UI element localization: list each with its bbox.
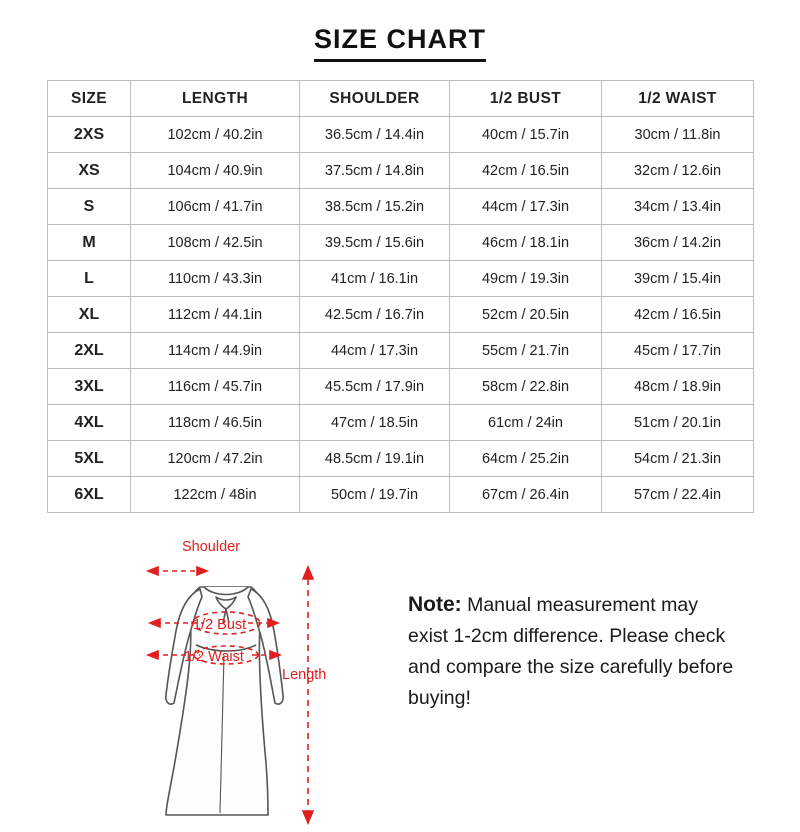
cell-shoulder: 36.5cm / 14.4in — [300, 117, 450, 153]
table-row — [48, 405, 754, 441]
label-bust: 1/2 Bust — [193, 617, 247, 633]
column-header-size: SIZE — [48, 81, 131, 117]
column-header-length: LENGTH — [131, 81, 300, 117]
table-row — [48, 441, 754, 477]
cell-bust: 58cm / 22.8in — [450, 369, 602, 405]
label-length: Length — [282, 667, 327, 683]
table-row — [48, 225, 754, 261]
cell-size: 4XL — [48, 405, 131, 441]
measurement-diagram — [96, 527, 396, 827]
table-row — [48, 117, 754, 153]
cell-shoulder: 42.5cm / 16.7in — [300, 297, 450, 333]
cell-bust: 67cm / 26.4in — [450, 477, 602, 513]
cell-size: XL — [48, 297, 131, 333]
cell-shoulder: 50cm / 19.7in — [300, 477, 450, 513]
cell-length: 110cm / 43.3in — [131, 261, 300, 297]
cell-length: 114cm / 44.9in — [131, 333, 300, 369]
column-header-shoulder: SHOULDER — [300, 81, 450, 117]
cell-waist: 42cm / 16.5in — [602, 297, 754, 333]
cell-size: XS — [48, 153, 131, 189]
cell-length: 112cm / 44.1in — [131, 297, 300, 333]
label-waist: 1/2 Waist — [184, 649, 244, 665]
cell-waist: 48cm / 18.9in — [602, 369, 754, 405]
cell-shoulder: 45.5cm / 17.9in — [300, 369, 450, 405]
cell-length: 116cm / 45.7in — [131, 369, 300, 405]
cell-bust: 52cm / 20.5in — [450, 297, 602, 333]
label-shoulder: Shoulder — [182, 539, 241, 555]
column-header-waist: 1/2 WAIST — [602, 81, 754, 117]
column-header-bust: 1/2 BUST — [450, 81, 602, 117]
table-row — [48, 333, 754, 369]
table-row — [48, 369, 754, 405]
cell-shoulder: 37.5cm / 14.8in — [300, 153, 450, 189]
table-row — [48, 297, 754, 333]
note-block — [408, 589, 738, 714]
cell-shoulder: 39.5cm / 15.6in — [300, 225, 450, 261]
cell-length: 106cm / 41.7in — [131, 189, 300, 225]
cell-waist: 34cm / 13.4in — [602, 189, 754, 225]
page-title-wrap — [0, 0, 800, 62]
cell-bust: 61cm / 24in — [450, 405, 602, 441]
note-text: Manual measurement may exist 1-2cm difference. Please check and compare the size carefully before buying! — [408, 594, 734, 709]
cell-size: 5XL — [48, 441, 131, 477]
cell-size: 2XS — [48, 117, 131, 153]
cell-bust: 46cm / 18.1in — [450, 225, 602, 261]
dress-diagram-svg — [96, 527, 396, 827]
cell-length: 108cm / 42.5in — [131, 225, 300, 261]
cell-length: 122cm / 48in — [131, 477, 300, 513]
size-table-wrap — [47, 80, 753, 513]
cell-waist: 57cm / 22.4in — [602, 477, 754, 513]
cell-bust: 44cm / 17.3in — [450, 189, 602, 225]
cell-size: 3XL — [48, 369, 131, 405]
cell-shoulder: 48.5cm / 19.1in — [300, 441, 450, 477]
cell-shoulder: 44cm / 17.3in — [300, 333, 450, 369]
table-row — [48, 189, 754, 225]
cell-waist: 30cm / 11.8in — [602, 117, 754, 153]
lower-section — [0, 527, 800, 827]
cell-size: M — [48, 225, 131, 261]
cell-bust: 40cm / 15.7in — [450, 117, 602, 153]
cell-shoulder: 47cm / 18.5in — [300, 405, 450, 441]
cell-waist: 54cm / 21.3in — [602, 441, 754, 477]
size-table — [47, 80, 754, 513]
cell-waist: 39cm / 15.4in — [602, 261, 754, 297]
cell-shoulder: 41cm / 16.1in — [300, 261, 450, 297]
cell-size: 6XL — [48, 477, 131, 513]
note-lead: Note: — [408, 593, 462, 616]
cell-bust: 55cm / 21.7in — [450, 333, 602, 369]
page-title: SIZE CHART — [314, 24, 486, 62]
cell-bust: 42cm / 16.5in — [450, 153, 602, 189]
cell-length: 102cm / 40.2in — [131, 117, 300, 153]
table-row — [48, 261, 754, 297]
cell-waist: 45cm / 17.7in — [602, 333, 754, 369]
table-row — [48, 153, 754, 189]
table-header-row — [48, 81, 754, 117]
cell-waist: 32cm / 12.6in — [602, 153, 754, 189]
table-row — [48, 477, 754, 513]
cell-size: L — [48, 261, 131, 297]
cell-length: 118cm / 46.5in — [131, 405, 300, 441]
cell-waist: 36cm / 14.2in — [602, 225, 754, 261]
cell-length: 104cm / 40.9in — [131, 153, 300, 189]
cell-size: S — [48, 189, 131, 225]
cell-shoulder: 38.5cm / 15.2in — [300, 189, 450, 225]
cell-size: 2XL — [48, 333, 131, 369]
cell-length: 120cm / 47.2in — [131, 441, 300, 477]
cell-bust: 49cm / 19.3in — [450, 261, 602, 297]
cell-bust: 64cm / 25.2in — [450, 441, 602, 477]
cell-waist: 51cm / 20.1in — [602, 405, 754, 441]
